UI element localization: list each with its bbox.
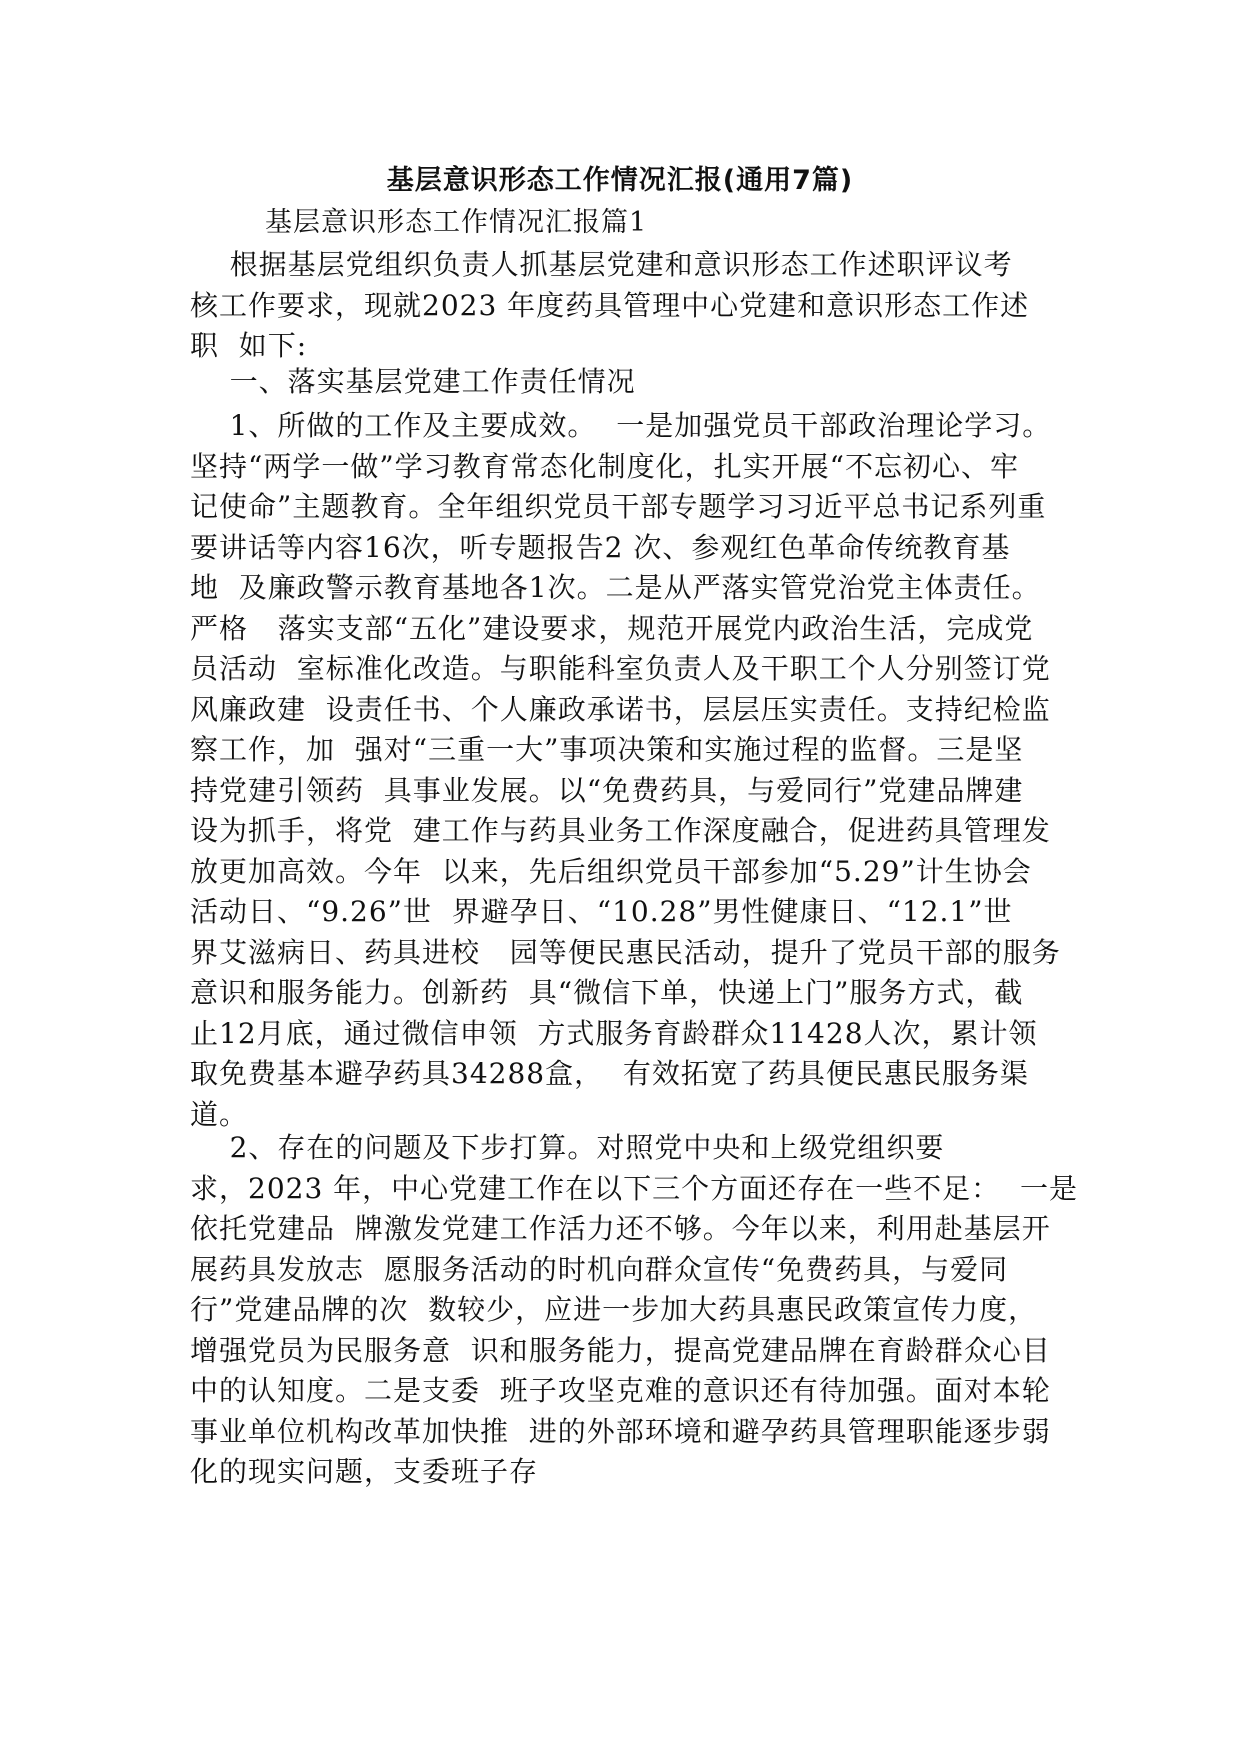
paragraph-achievements [190, 406, 1060, 1135]
paragraph-problems [190, 1128, 1078, 1493]
text-line: 止12月底，通过微信申领 方式服务育龄群众11428人次，累计领 [190, 1016, 1038, 1050]
text-line: 察工作，加 强对“三重一大”事项决策和实施过程的监督。三是坚 [190, 733, 1024, 766]
text-line: 职 如下: [190, 329, 308, 362]
text-line: 增强党员为民服务意 识和服务能力，提高党建品牌在育龄群众心目 [190, 1333, 1051, 1367]
text-line: 取免费基本避孕药具34288盒， 有效拓宽了药具便民惠民服务渠 [190, 1057, 1029, 1090]
heading-line: 一、落实基层党建工作责任情况 [190, 365, 636, 398]
paragraph-intro [190, 245, 1060, 367]
text-line: 2、存在的问题及下步打算。对照党中央和上级党组织要 [190, 1131, 945, 1164]
text-line: 地 及廉政警示教育基地各1次。二是从严落实管党治党主体责任。 [190, 571, 1041, 604]
text-line: 1、所做的工作及主要成效。 一是加强党员干部政治理论学习。 [190, 409, 1052, 442]
text-line: 依托党建品 牌激发党建工作活力还不够。今年以来，利用赴基层开 [190, 1212, 1051, 1245]
text-line: 严格 落实支部“五化”建设要求，规范开展党内政治生活，完成党 [190, 611, 1034, 645]
text-line: 活动日、“9.26”世 界避孕日、“10.28”男性健康日、“12.1”世 [190, 895, 1013, 928]
document-title: 基层意识形态工作情况汇报(通用7篇) [386, 165, 854, 196]
text-line: 要讲话等内容16次，听专题报告2 次、参观红色革命传统教育基 [190, 530, 1011, 564]
text-line: 员活动 室标准化改造。与职能科室负责人及干职工个人分别签订党 [190, 652, 1051, 685]
text-line: 道。 [190, 1097, 249, 1131]
text-line: 事业单位机构改革加快推 进的外部环境和避孕药具管理职能逐步弱 [190, 1414, 1051, 1448]
text-line: 持党建引领药 具事业发展。以“免费药具，与爱同行”党建品牌建 [190, 773, 1024, 807]
text-line: 行”党建品牌的次 数较少，应进一步加大药具惠民政策宣传力度， [190, 1293, 1038, 1326]
text-line: 记使命”主题教育。全年组织党员干部专题学习习近平总书记系列重 [190, 490, 1047, 523]
text-line: 化的现实问题，支委班子存 [190, 1455, 539, 1488]
text-line: 放更加高效。今年 以来，先后组织党员干部参加“5.29”计生协会 [190, 854, 1032, 888]
text-line: 中的认知度。二是支委 班子攻坚克难的意识还有待加强。面对本轮 [190, 1374, 1051, 1407]
text-line: 核工作要求，现就2023 年度药具管理中心党建和意识形态工作述 [190, 288, 1030, 322]
text-line: 展药具发放志 愿服务活动的时机向群众宣传“免费药具，与爱同 [190, 1252, 1009, 1286]
section-heading [190, 362, 1060, 403]
text-line: 意识和服务能力。创新药 具“微信下单，快递上门”服务方式，截 [190, 976, 1024, 1009]
text-line: 界艾滋病日、药具进校 园等便民惠民活动，提升了党员干部的服务 [190, 935, 1061, 969]
text-line: 风廉政建 设责任书、个人廉政承诺书，层层压实责任。支持纪检监 [190, 692, 1051, 726]
text-line: 求，2023 年，中心党建工作在以下三个方面还存在一些不足： 一是 [190, 1171, 1078, 1205]
text-line: 根据基层党组织负责人抓基层党建和意识形态工作述职评议考 [190, 248, 1013, 281]
document-subtitle: 基层意识形态工作情况汇报篇1 [265, 207, 648, 238]
text-line: 设为抓手，将党 建工作与药具业务工作深度融合，促进药具管理发 [190, 814, 1051, 847]
text-line: 坚持“两学一做”学习教育常态化制度化，扎实开展“不忘初心、牢 [190, 449, 1019, 483]
